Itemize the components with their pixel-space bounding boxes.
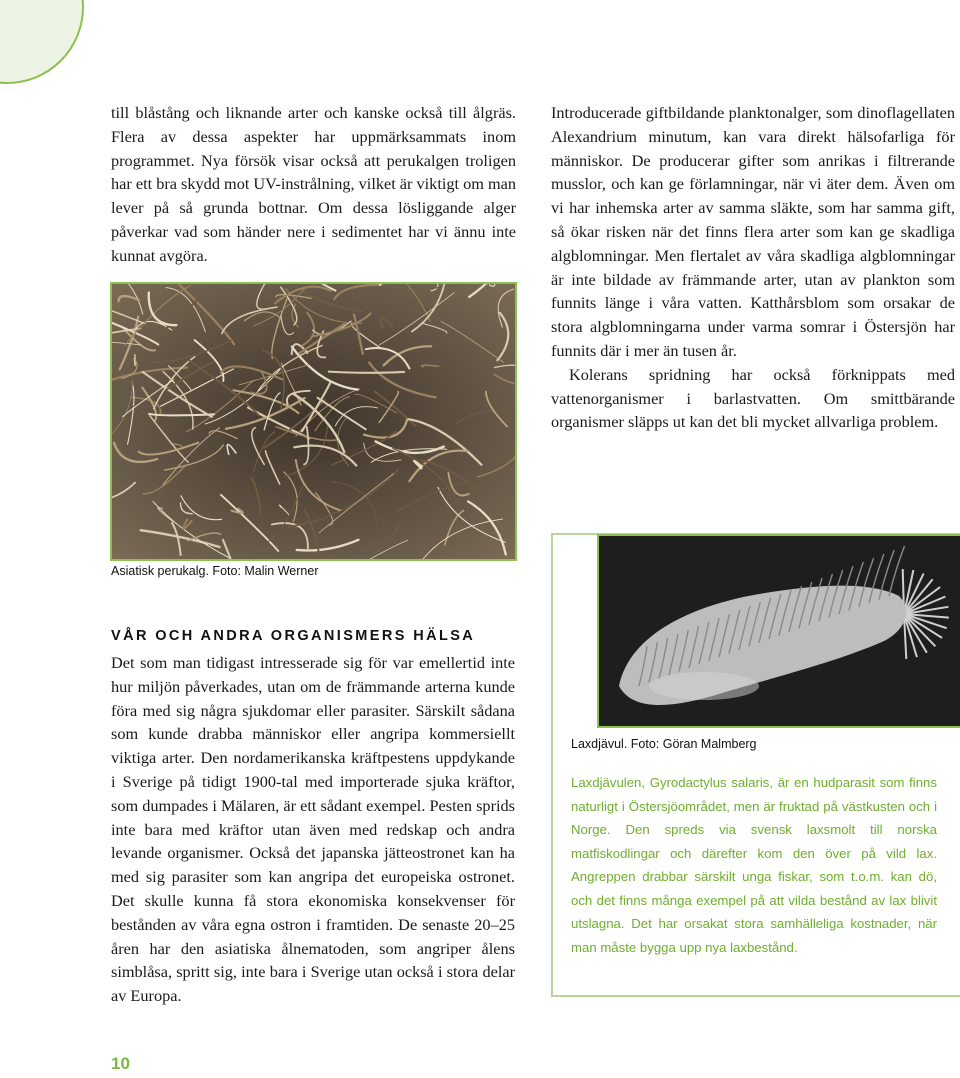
sidebar-text: Laxdjävulen, Gyrodactylus salaris, är en hudparasit som finns naturligt i Östersjöområdet, men är fruktad på västkusten och i Norge. Den spreds via svensk laxsmolt till norska matfiskodlingar och därefter kom den över på vild lax. Angreppen drabbar särskilt unga fiskar, som t.o.m. kan dö, och det finns många exempel på att vilda bestånd av lax blivit utslagna. Det har orsakat stora samhälleliga kostnader, när man måste bygga upp nya laxbestånd. bbox=[571, 775, 937, 955]
parasite-image bbox=[599, 536, 960, 726]
left-column-top-text bbox=[111, 101, 516, 268]
parasite-photo bbox=[597, 534, 960, 728]
paragraph: Kolerans spridning har också förknippats med vattenorganismer i barlastvatten. Om smittbärande organismer släpps ut kan det bli mycket allvarliga problem. bbox=[551, 364, 955, 432]
right-column-top-text bbox=[551, 101, 955, 434]
paragraph: till blåstång och liknande arter och kanske också till ålgräs. Flera av dessa aspekter har uppmärksammats inom programmet. Nya försök visar också att perukalgen troligen har ett bra skydd mot UV-instrålning, vilket är viktigt om man lever på så grunda bottnar. Om dessa lösliggande alger påverkar vad som händer nere i sedimentet har vi ännu inte kunnat avgöra. bbox=[111, 103, 517, 265]
paragraph: Introducerade giftbildande planktonalger, som dinoflagellaten Alexandrium minutum, kan vara direkt hälsofarliga för människor. De producerar gifter som anrikas i filtrerande musslor, och kan ge förlamningar, när vi äter dem. Även om vi har inhemska arter av samma släkte, som har samma gift, så ökar risken när det finns flera arter som kan ge skadliga algblomningar. Men flertalet av våra skadliga algblomningar är inte bildade av främmande arter, utan av plankton som funnits länge i våra vatten. Katthårsblom som orsakar de stora algblomningarna under varma somrar i Östersjön har funnits där i mer än tusen år. bbox=[551, 103, 955, 360]
parasite-caption: Laxdjävul. Foto: Göran Malmberg bbox=[571, 737, 757, 751]
seaweed-photo bbox=[110, 282, 517, 561]
section-heading: VÅR OCH ANDRA ORGANISMERS HÄLSA bbox=[111, 628, 476, 644]
paragraph: Det som man tidigast intresserade sig för var emellertid inte hur miljön påverkades, utan om de främmande arterna kunde föra med sig några sjukdomar eller parasiter. Särskilt sådana som kunde drabba människor eller angripa kommersiellt viktiga arter. Den nordamerikanska kräftpestens uppdykande i Sverige på tidigt 1900-tal med importerade sjuka kräftor, som dumpades i Mälaren, är ett sådant exempel. Pesten sprids inte bara med kräftor utan även med redskap och andra levande organismer. Också det japanska jätteostronet kan ha med sig parasiter som kan angripa det europeiska ostronet. Det skulle kunna få stora ekonomiska konsekvenser för bestånden av våra egna ostron i framtiden. De senaste 20–25 åren har den asiatiska ålnematoden, som angriper ålens simblåsa, spritt sig, inte bara i Sverige utan också i stora delar av Europa. bbox=[111, 653, 515, 1006]
seaweed-image bbox=[112, 284, 515, 559]
seaweed-caption: Asiatisk perukalg. Foto: Malin Werner bbox=[111, 564, 319, 578]
corner-decoration bbox=[0, 0, 84, 84]
page-number: 10 bbox=[111, 1054, 130, 1073]
section-text bbox=[111, 651, 515, 1008]
